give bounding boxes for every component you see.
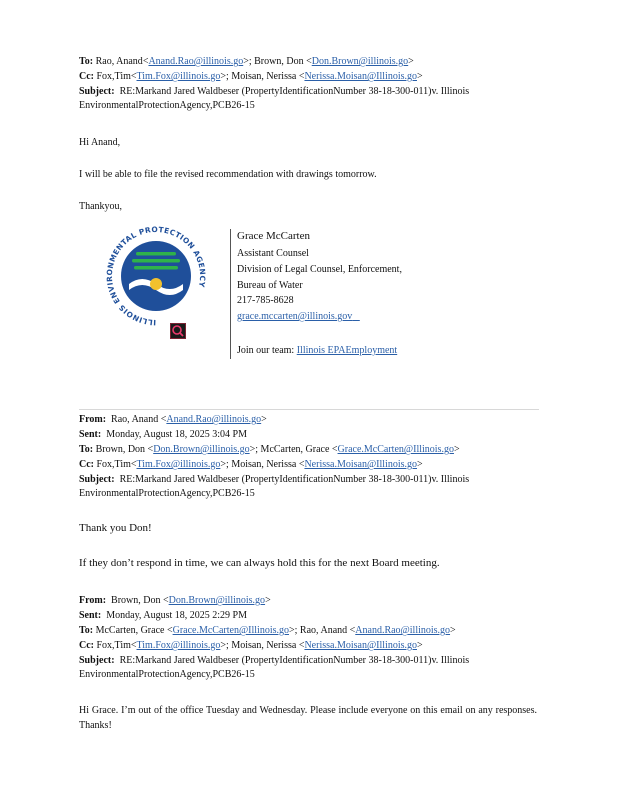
recipient-name: Rao, Anand xyxy=(299,625,348,636)
email-link[interactable]: Don.Brown@illinois.go xyxy=(168,595,266,606)
to-label: To: xyxy=(79,56,94,67)
email1-subject-line2: EnvironmentalProtectionAgency,PCB26-15 xyxy=(79,100,255,111)
join-label: Join our team: xyxy=(237,345,297,356)
logo-text: ILLINOIS ENVIRONMENTAL PROTECTION AGENCY xyxy=(104,224,208,328)
email3-sent-line xyxy=(79,609,247,622)
recipient-name: Fox,Tim xyxy=(96,459,131,470)
message-separator xyxy=(79,409,539,410)
recipient-name: McCarten, Grace xyxy=(260,444,330,455)
email-link[interactable]: Anand.Rao@illinois.go xyxy=(166,414,262,425)
email-link[interactable]: Tim.Fox@illinois.go xyxy=(136,640,221,651)
from-label: From: xyxy=(79,595,107,606)
email-link[interactable]: Grace.McCarten@Illinois.go xyxy=(337,444,454,455)
search-icon[interactable] xyxy=(170,323,186,339)
subject-text: RE:Markand Jared Waldbeser (PropertyIdentificationNumber 38-18-300-011)v. Illinois xyxy=(119,474,470,485)
email1-subject-line xyxy=(79,85,469,98)
recipient-name: Fox,Tim xyxy=(96,71,131,82)
email1-cc-line: Cc: Fox,Tim<Tim.Fox@illinois.go>; Moisan, Nerissa <Nerissa.Moisan@Illinois.go> xyxy=(79,71,423,82)
closing: Thankyou, xyxy=(79,201,123,212)
to-label: To: xyxy=(79,444,94,455)
cc-label: Cc: xyxy=(79,71,94,82)
message-body: I will be able to file the revised recommendation with drawings tomorrow. xyxy=(79,169,377,180)
email3-cc-line: Cc: Fox,Tim<Tim.Fox@illinois.go>; Moisan, Nerissa <Nerissa.Moisan@Illinois.go> xyxy=(79,640,423,651)
email-link[interactable]: Tim.Fox@illinois.go xyxy=(136,71,221,82)
email-link[interactable]: Don.Brown@illinois.go xyxy=(153,444,250,455)
message-body: Hi Grace. I’m out of the office Tuesday and Wednesday. Please include everyone on this email on any responses. Thanks! xyxy=(79,705,537,731)
subject-label: Subject: xyxy=(79,86,115,97)
subject-text: RE:Markand Jared Waldbeser (PropertyIdentificationNumber 38-18-300-011)v. Illinois xyxy=(119,655,470,666)
sent-label: Sent: xyxy=(79,429,102,440)
signature-bureau: Bureau of Water xyxy=(237,280,303,291)
signature-division: Division of Legal Counsel, Enforcement, xyxy=(237,264,402,275)
signature-divider xyxy=(230,229,231,359)
email-link[interactable]: Nerissa.Moisan@Illinois.go xyxy=(304,640,417,651)
email-link[interactable]: Grace.McCarten@Illinois.go xyxy=(172,625,289,636)
from-label: From: xyxy=(79,414,107,425)
email-link[interactable]: Anand.Rao@illinois.go xyxy=(148,56,244,67)
sent-label: Sent: xyxy=(79,610,102,621)
recipient-name: Moisan, Nerissa xyxy=(231,640,297,651)
email2-sent-line xyxy=(79,428,247,441)
cc-label: Cc: xyxy=(79,459,94,470)
email-link[interactable]: Don.Brown@illinois.go xyxy=(311,56,409,67)
email3-subject-line xyxy=(79,654,469,667)
recipient-name: Rao, Anand xyxy=(95,56,143,67)
greeting: Hi Anand, xyxy=(79,137,121,148)
join-team-line xyxy=(237,343,397,359)
signature-name: Grace McCarten xyxy=(237,230,310,242)
message-body: Thank you Don! xyxy=(79,522,152,534)
message-body: If they don’t respond in time, we can always hold this for the next Board meeting. xyxy=(79,557,440,569)
email-link[interactable]: Anand.Rao@illinois.go xyxy=(355,625,451,636)
signature-email-link[interactable]: grace.mccarten@illinois.gov xyxy=(237,311,353,322)
sender-name: Rao, Anand xyxy=(111,414,159,425)
email-link[interactable]: Tim.Fox@illinois.go xyxy=(136,459,221,470)
email-link[interactable]: Nerissa.Moisan@Illinois.go xyxy=(304,459,417,470)
signature-phone: 217-785-8628 xyxy=(237,295,294,306)
email2-cc-line: Cc: Fox,Tim<Tim.Fox@illinois.go>; Moisan, Nerissa <Nerissa.Moisan@Illinois.go> xyxy=(79,459,423,470)
illinois-epa-logo xyxy=(94,224,218,328)
sent-date: Monday, August 18, 2025 2:29 PM xyxy=(106,610,247,621)
email2-from-line: From: Rao, Anand <Anand.Rao@illinois.go> xyxy=(79,414,267,425)
signature-email-line xyxy=(237,309,360,325)
recipient-name: Brown, Don xyxy=(95,444,146,455)
cc-label: Cc: xyxy=(79,640,94,651)
recipient-name: McCarten, Grace xyxy=(95,625,165,636)
email-link[interactable]: Nerissa.Moisan@Illinois.go xyxy=(304,71,417,82)
subject-text: RE:Markand Jared Waldbeser (PropertyIdentificationNumber 38-18-300-011)v. Illinois xyxy=(119,86,470,97)
email2-subject-line xyxy=(79,473,469,486)
employment-link[interactable]: Illinois EPAEmployment xyxy=(296,345,398,356)
recipient-name: Moisan, Nerissa xyxy=(231,459,297,470)
recipient-name: Moisan, Nerissa xyxy=(231,71,297,82)
subject-label: Subject: xyxy=(79,655,115,666)
sent-date: Monday, August 18, 2025 3:04 PM xyxy=(106,429,247,440)
email3-to-line: To: McCarten, Grace <Grace.McCarten@Illinois.go>; Rao, Anand <Anand.Rao@illinois.go> xyxy=(79,625,456,636)
email3-subject-line2: EnvironmentalProtectionAgency,PCB26-15 xyxy=(79,669,255,680)
recipient-name: Fox,Tim xyxy=(96,640,131,651)
signature-title: Assistant Counsel xyxy=(237,248,309,259)
sender-name: Brown, Don xyxy=(111,595,161,606)
subject-label: Subject: xyxy=(79,474,115,485)
email2-to-line: To: Brown, Don <Don.Brown@illinois.go>; McCarten, Grace <Grace.McCarten@Illinois.go> xyxy=(79,444,460,455)
recipient-name: Brown, Don xyxy=(254,56,304,67)
email2-subject-line2: EnvironmentalProtectionAgency,PCB26-15 xyxy=(79,488,255,499)
to-label: To: xyxy=(79,625,94,636)
email3-from-line: From: Brown, Don <Don.Brown@illinois.go> xyxy=(79,595,271,606)
email1-to-line: To: Rao, Anand<Anand.Rao@illinois.go>; Brown, Don <Don.Brown@illinois.go> xyxy=(79,56,414,67)
